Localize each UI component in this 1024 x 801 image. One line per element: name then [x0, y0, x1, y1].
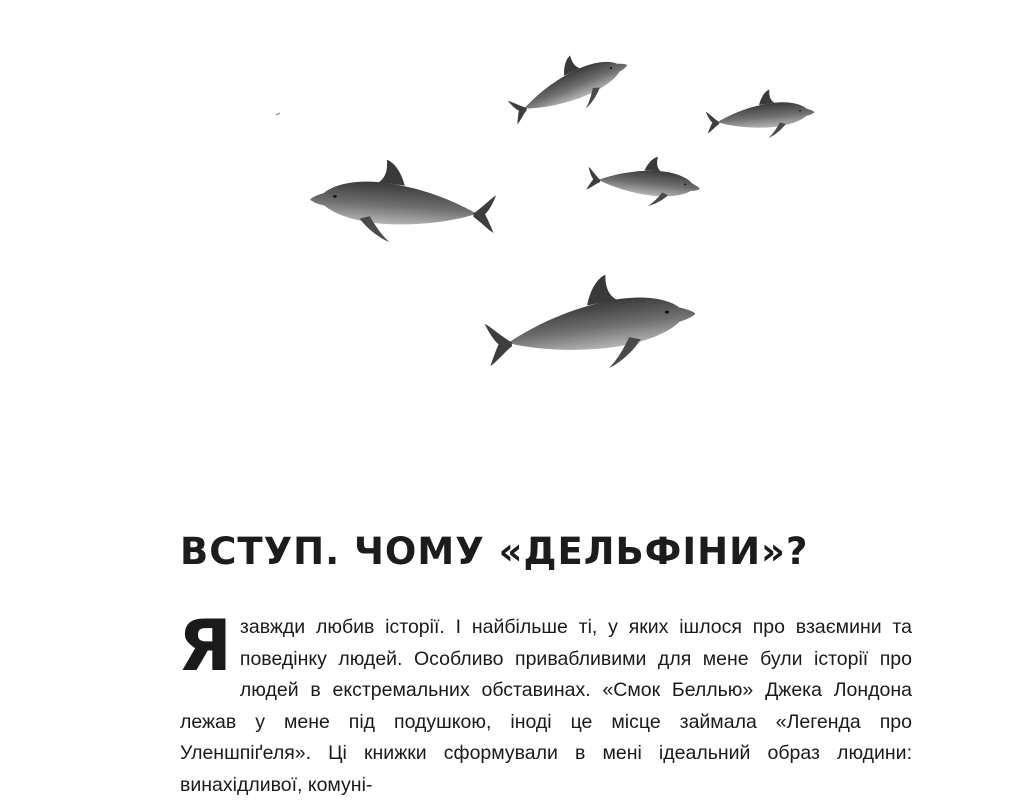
body-paragraph: [178, 605, 912, 801]
dolphin-top: [501, 37, 637, 135]
dolphin-left: [308, 155, 499, 250]
dolphin-upper-right: [704, 86, 816, 143]
speck: [276, 113, 280, 115]
dolphin-bottom: [480, 263, 701, 384]
drop-cap: Я: [178, 605, 232, 687]
paragraph-text: завжди любив історії. І найбільше ті, у яких ішлося про взаємини та поведінку людей. Особливо привабливими для мене були історії про людей в екстремальних обставинах. «Смок Беллью» Джека Лондона лежав у мене під подушкою, іноді це місце займала «Легенда про Уленшпіґеля». Ці книжки сформували в мені ідеальний образ людини: винахідливої, комуні-: [180, 616, 912, 796]
chapter-heading: ВСТУП. ЧОМУ «ДЕЛЬФІНИ»?: [180, 530, 809, 573]
dolphin-middle-right: [585, 150, 703, 212]
